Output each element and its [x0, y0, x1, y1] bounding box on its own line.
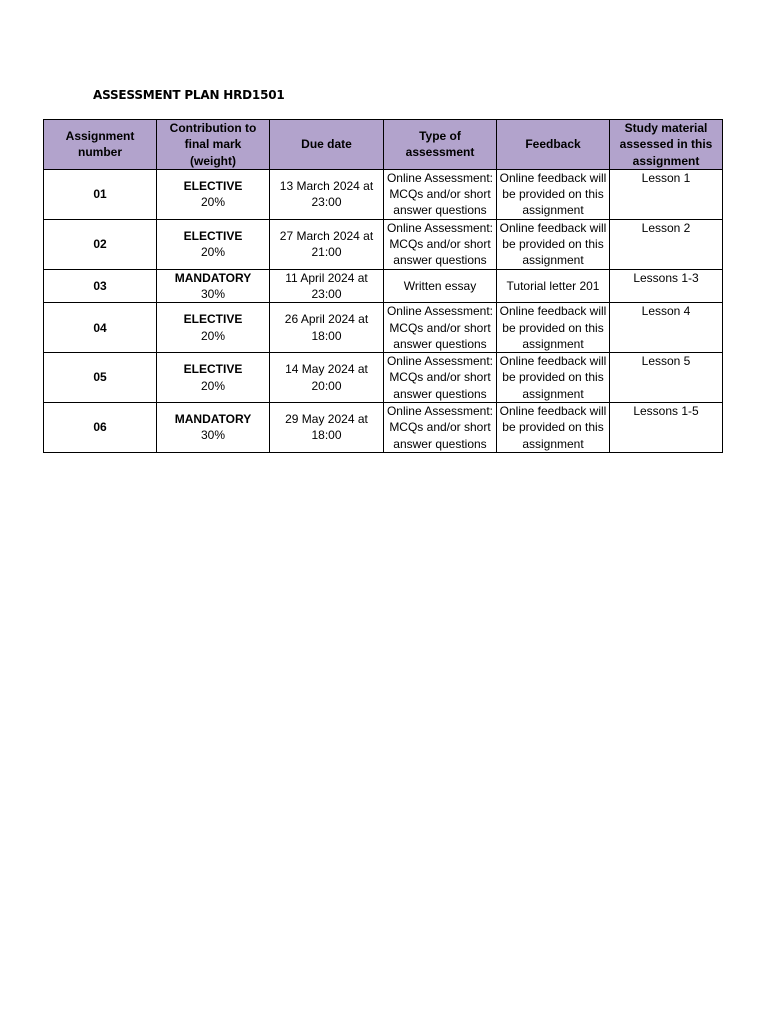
table-row — [44, 303, 723, 353]
weight-cell — [157, 303, 270, 353]
due-date-line: 13 March 2024 at — [279, 179, 374, 194]
header-line: Type of — [419, 129, 461, 144]
weight-percent: 20% — [200, 195, 226, 210]
header-study-material — [610, 120, 723, 170]
feedback-cell — [497, 353, 610, 403]
assignment-number-cell: 01 — [44, 169, 157, 219]
header-line: Feedback — [525, 137, 581, 152]
assessment-type-cell — [384, 219, 497, 269]
assessment-type-line: answer questions — [393, 336, 487, 351]
header-line: assignment — [632, 153, 700, 168]
assessment-type-line: Online Assessment: — [386, 170, 494, 185]
weight-cell — [157, 403, 270, 453]
weight-type: ELECTIVE — [183, 228, 243, 243]
weight-type: ELECTIVE — [183, 362, 243, 377]
due-date-line: 23:00 — [311, 195, 342, 210]
assessment-type-line: MCQs and/or short — [389, 187, 491, 202]
weight-cell — [157, 219, 270, 269]
table-row — [44, 353, 723, 403]
assessment-type-line: Online Assessment: — [386, 304, 494, 319]
feedback-cell — [497, 303, 610, 353]
feedback-line: be provided on this — [502, 370, 604, 385]
weight-type: ELECTIVE — [183, 179, 243, 194]
feedback-line: Online feedback will — [499, 404, 607, 419]
header-feedback — [497, 120, 610, 170]
assessment-type-cell — [384, 353, 497, 403]
header-line: final mark — [184, 137, 242, 152]
study-material-cell: Lesson 5 — [610, 353, 723, 403]
feedback-line: Online feedback will — [499, 304, 607, 319]
assessment-type-cell — [384, 403, 497, 453]
assignment-number-cell: 03 — [44, 269, 157, 303]
assessment-plan-table — [43, 119, 723, 453]
due-date-cell — [270, 353, 384, 403]
weight-type: ELECTIVE — [183, 312, 243, 327]
assignment-number-cell: 06 — [44, 403, 157, 453]
weight-cell — [157, 353, 270, 403]
feedback-line: assignment — [522, 203, 584, 218]
assessment-type-line: MCQs and/or short — [389, 420, 491, 435]
header-line: (weight) — [190, 153, 236, 168]
feedback-line: be provided on this — [502, 320, 604, 335]
weight-type: MANDATORY — [174, 412, 252, 427]
feedback-line: be provided on this — [502, 237, 604, 252]
feedback-line: be provided on this — [502, 187, 604, 202]
header-due-date — [270, 120, 384, 170]
due-date-line: 29 May 2024 at — [285, 412, 368, 427]
assessment-type-cell — [384, 269, 497, 303]
assignment-number-cell: 04 — [44, 303, 157, 353]
feedback-line: Online feedback will — [499, 354, 607, 369]
feedback-line: Tutorial letter 201 — [506, 278, 600, 293]
header-line: Due date — [301, 137, 352, 152]
feedback-line: assignment — [522, 436, 584, 451]
feedback-cell — [497, 169, 610, 219]
feedback-line: Online feedback will — [499, 170, 607, 185]
due-date-line: 11 April 2024 at — [285, 270, 368, 285]
feedback-line: assignment — [522, 386, 584, 401]
feedback-line: assignment — [522, 253, 584, 268]
table-row — [44, 269, 723, 303]
assignment-number-cell: 05 — [44, 353, 157, 403]
due-date-line: 23:00 — [311, 286, 342, 301]
feedback-cell — [497, 269, 610, 303]
header-line: Contribution to — [169, 121, 257, 135]
study-material-cell: Lessons 1-5 — [610, 403, 723, 453]
study-material-cell: Lessons 1-3 — [610, 269, 723, 303]
header-line: Assignment — [65, 129, 135, 144]
weight-percent: 30% — [200, 286, 226, 301]
assessment-type-line: answer questions — [393, 253, 487, 268]
header-type-of-assessment — [384, 120, 497, 170]
due-date-line: 27 March 2024 at — [279, 228, 374, 243]
due-date-line: 18:00 — [311, 328, 342, 343]
weight-cell — [157, 269, 270, 303]
study-material-cell: Lesson 4 — [610, 303, 723, 353]
table-header-row — [44, 120, 723, 170]
due-date-line: 14 May 2024 at — [285, 362, 368, 377]
due-date-cell — [270, 269, 384, 303]
header-line: assessment — [405, 145, 475, 160]
assessment-type-cell — [384, 169, 497, 219]
due-date-cell — [270, 303, 384, 353]
assessment-type-line: MCQs and/or short — [389, 370, 491, 385]
due-date-cell — [270, 403, 384, 453]
table-row — [44, 169, 723, 219]
weight-percent: 20% — [200, 378, 226, 393]
feedback-line: be provided on this — [502, 420, 604, 435]
due-date-cell — [270, 169, 384, 219]
feedback-line: assignment — [522, 336, 584, 351]
due-date-cell — [270, 219, 384, 269]
assignment-number-cell: 02 — [44, 219, 157, 269]
table-row — [44, 403, 723, 453]
weight-type: MANDATORY — [174, 270, 252, 285]
table-row — [44, 219, 723, 269]
assessment-type-line: answer questions — [393, 436, 487, 451]
header-line: Study material — [624, 121, 708, 135]
weight-percent: 20% — [200, 245, 226, 260]
weight-percent: 30% — [200, 428, 226, 443]
header-contribution — [157, 120, 270, 170]
assessment-type-line: Online Assessment: — [386, 354, 494, 369]
assessment-type-line: Written essay — [403, 278, 477, 293]
due-date-line: 26 April 2024 at — [284, 312, 369, 327]
assessment-type-line: answer questions — [393, 386, 487, 401]
feedback-cell — [497, 219, 610, 269]
due-date-line: 21:00 — [311, 245, 342, 260]
assessment-type-line: MCQs and/or short — [389, 320, 491, 335]
due-date-line: 20:00 — [311, 378, 342, 393]
weight-cell — [157, 169, 270, 219]
assessment-type-cell — [384, 303, 497, 353]
assessment-type-line: MCQs and/or short — [389, 237, 491, 252]
page-title: ASSESSMENT PLAN HRD1501 — [93, 88, 285, 102]
weight-percent: 20% — [200, 328, 226, 343]
assessment-type-line: Online Assessment: — [386, 220, 494, 235]
study-material-cell: Lesson 1 — [610, 169, 723, 219]
assessment-type-line: Online Assessment: — [386, 404, 494, 419]
header-line: assessed in this — [619, 137, 713, 152]
header-line: number — [77, 145, 122, 160]
feedback-line: Online feedback will — [499, 220, 607, 235]
assessment-type-line: answer questions — [393, 203, 487, 218]
feedback-cell — [497, 403, 610, 453]
study-material-cell: Lesson 2 — [610, 219, 723, 269]
due-date-line: 18:00 — [311, 428, 342, 443]
header-assignment-number — [44, 120, 157, 170]
